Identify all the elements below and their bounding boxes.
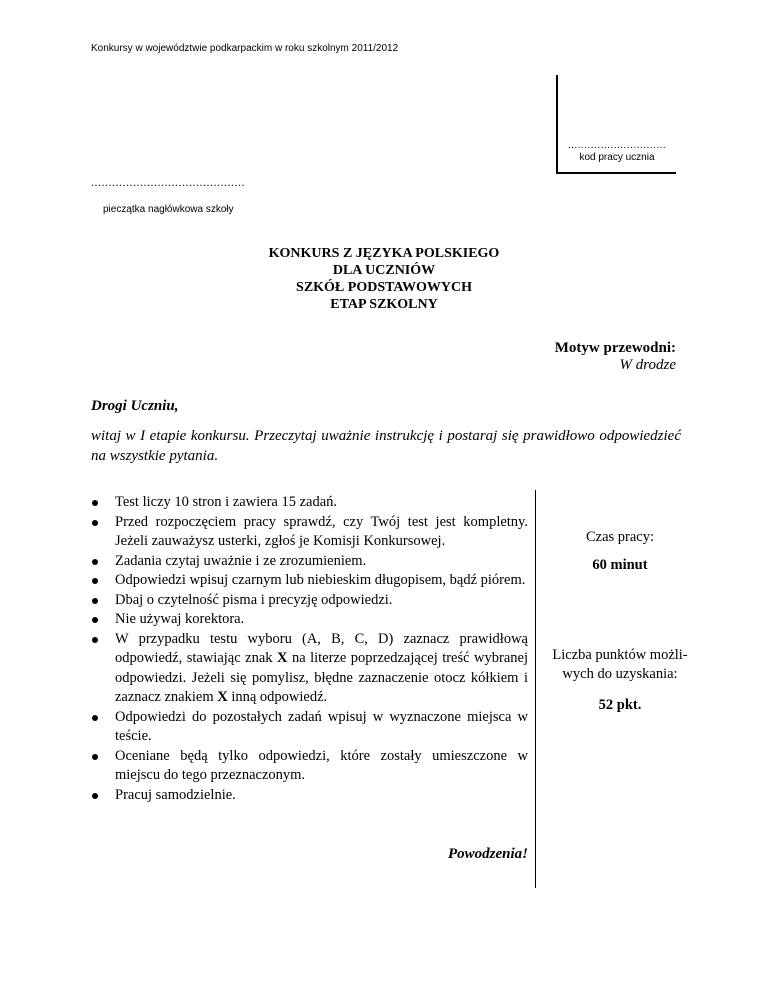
- list-item: Dbaj o czytelność pisma i precyzję odpowiedzi.: [91, 591, 528, 611]
- mark-x: X: [276, 650, 288, 666]
- bullet-icon: [92, 500, 98, 506]
- bullet-icon: [92, 617, 98, 623]
- title-line: KONKURS Z JĘZYKA POLSKIEGO: [268, 246, 500, 261]
- greeting: Drogi Uczniu,: [91, 398, 179, 414]
- instructions-list: [91, 493, 528, 805]
- list-item: Nie używaj korektora.: [91, 610, 528, 630]
- student-code-field[interactable]: ..............................: [567, 140, 667, 151]
- list-item: Test liczy 10 stron i zawiera 15 zadań.: [91, 493, 528, 513]
- competition-header: Konkursy w województwie podkarpackim w roku szkolnym 2011/2012: [91, 43, 399, 54]
- title-line: DLA UCZNIÓW: [332, 263, 436, 278]
- intro-text: witaj w I etapie konkursu. Przeczytaj uważnie instrukcję i postaraj się prawidłowo odpowiedzieć na wszystkie pytania.: [91, 428, 681, 464]
- title-line: SZKÓŁ PODSTAWOWYCH: [296, 280, 472, 295]
- bullet-icon: [92, 559, 98, 565]
- bullet-icon: [92, 637, 98, 643]
- good-luck-text: Powodzenia!: [447, 846, 528, 862]
- list-item: Oceniane będą tylko odpowiedzi, które zostały umieszczone w miejscu do tego przeznaczonym.: [91, 747, 528, 786]
- points-label: Liczba punktów możli- wych do uzyskania:: [552, 647, 688, 682]
- vertical-divider: [535, 490, 536, 888]
- motto: [555, 340, 676, 374]
- time-value: 60 minut: [592, 557, 648, 573]
- list-item: Zadania czytaj uważnie i ze zrozumieniem.: [91, 552, 528, 572]
- school-stamp-label: pieczątka nagłówkowa szkoły: [103, 204, 234, 215]
- mark-x: X: [217, 689, 228, 705]
- list-item: Pracuj samodzielnie.: [91, 786, 528, 806]
- bullet-icon: [92, 598, 98, 604]
- list-item: Odpowiedzi wpisuj czarnym lub niebieskim długopisem, bądź piórem.: [91, 571, 528, 591]
- bullet-icon: [92, 578, 98, 584]
- page-title: [0, 245, 768, 313]
- bullet-icon: [92, 520, 98, 526]
- list-item: W przypadku testu wyboru (A, B, C, D) zaznacz prawidłową odpowiedź, stawiając znak X na literze poprzedzającej treść wybranej odpowiedzi. Jeżeli się pomylisz, błędne zaznaczenie otocz kółkiem i zaznacz znakiem X inną odpowiedź.: [91, 630, 528, 708]
- bullet-icon: [92, 715, 98, 721]
- student-code-label: kod pracy ucznia: [579, 152, 655, 163]
- title-line: ETAP SZKOLNY: [330, 297, 438, 312]
- time-label: Czas pracy:: [585, 529, 655, 545]
- points-value: 52 pkt.: [598, 697, 642, 713]
- motto-label: Motyw przewodni:: [554, 340, 676, 356]
- list-item: Przed rozpoczęciem pracy sprawdź, czy Twój test jest kompletny. Jeżeli zauważysz usterki, zgłoś je Komisji Konkursowej.: [91, 513, 528, 552]
- bullet-icon: [92, 793, 98, 799]
- school-stamp-field[interactable]: ............................................: [91, 175, 245, 189]
- motto-value: W drodze: [619, 357, 676, 373]
- list-item: Odpowiedzi do pozostałych zadań wpisuj w wyznaczone miejsca w teście.: [91, 708, 528, 747]
- bullet-icon: [92, 754, 98, 760]
